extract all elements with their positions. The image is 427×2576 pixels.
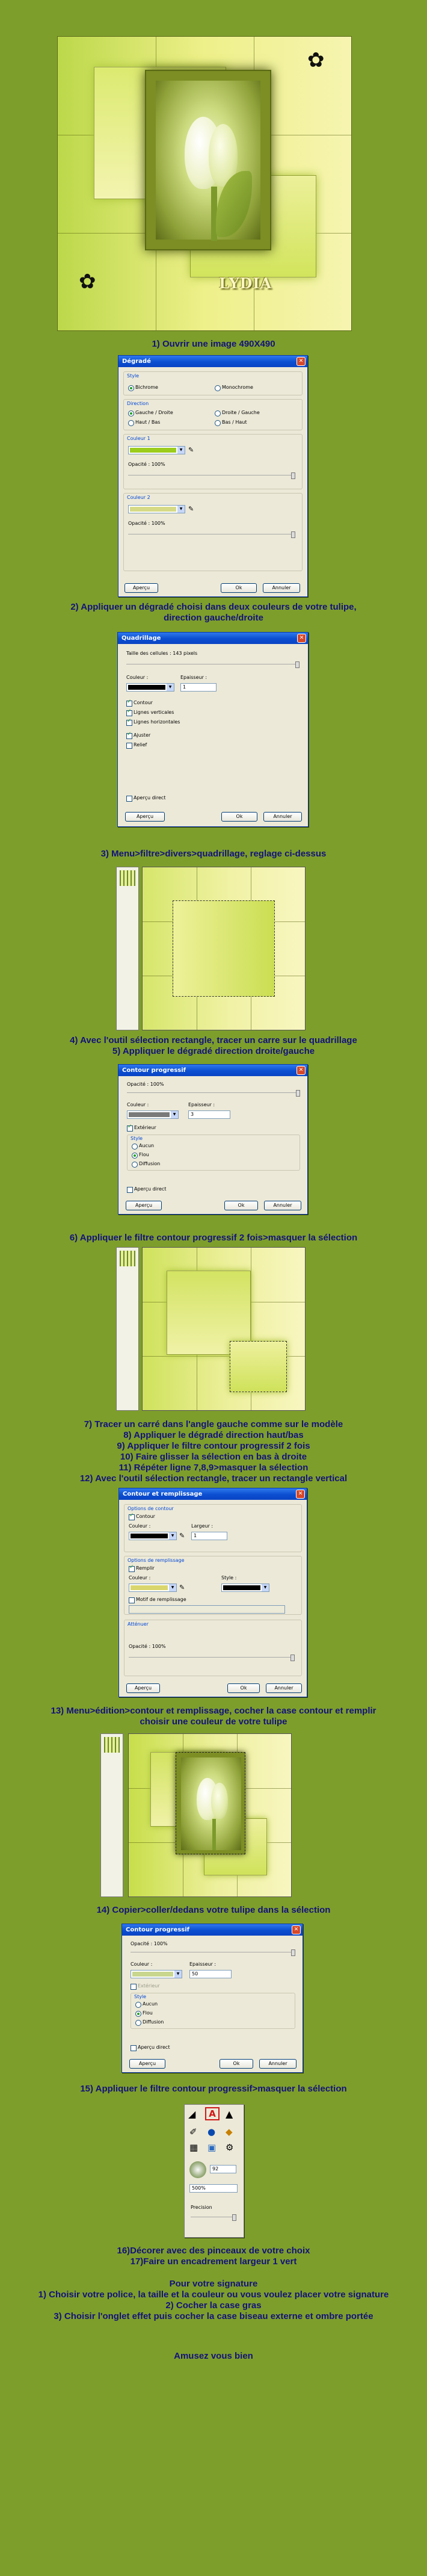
signature-text: LYDIA: [219, 274, 272, 292]
closing-text: Amusez vous bien: [174, 2351, 253, 2361]
step-12: 12) Avec l'outil sélection rectangle, tracer un rectangle vertical: [79, 1473, 348, 1484]
feathered-square: [230, 1341, 287, 1392]
signature-step-2: 2) Cocher la case gras: [165, 2300, 262, 2311]
horizontal-lines-checkbox[interactable]: Lignes horizontales ✓: [126, 719, 180, 725]
color1-fill: [130, 448, 176, 453]
bichrome-radio[interactable]: Bichrome: [128, 385, 158, 390]
close-icon[interactable]: ✕: [296, 1066, 306, 1075]
step-11: 11) Répéter ligne 7,8,9>masquer la sélection: [118, 1463, 309, 1473]
color-fill: [129, 1112, 170, 1117]
zoom-select[interactable]: 500%: [189, 2184, 238, 2193]
flower-brush-icon: ✿: [307, 49, 325, 72]
cancel-button[interactable]: Annuler: [264, 1201, 301, 1210]
direction-top-bottom-radio[interactable]: Haut / Bas: [128, 420, 160, 425]
fill-color-fill: [131, 1585, 168, 1590]
chevron-down-icon: ▼: [167, 684, 174, 691]
style-blur-radio[interactable]: Flou: [132, 1152, 149, 1157]
ok-button[interactable]: Ok: [224, 1201, 258, 1210]
step-4: 4) Avec l'outil sélection rectangle, tracer un carre sur le quadrillage: [70, 1035, 357, 1045]
live-preview-checkbox[interactable]: Aperçu direct: [131, 2045, 170, 2050]
tulip-frame: [176, 1752, 245, 1854]
cell-size-label: Taille des cellules : 143 pixels: [126, 651, 198, 656]
exterior-checkbox[interactable]: Extérieur: [131, 1983, 160, 1989]
fill-color-swatch[interactable]: [129, 1584, 177, 1592]
gradient-dialog: [118, 355, 308, 597]
color-fill: [132, 1972, 173, 1977]
step-8: 8) Appliquer le dégradé direction haut/bas: [123, 1430, 304, 1440]
ok-button[interactable]: Ok: [227, 1683, 260, 1693]
grid-dialog: [117, 632, 309, 827]
eyedropper-icon[interactable]: ✎: [179, 1532, 185, 1540]
color-swatch[interactable]: [127, 1110, 179, 1119]
step-9: 9) Appliquer le filtre contour progressif 2 fois: [117, 1441, 310, 1451]
fill-pattern-field[interactable]: [129, 1605, 285, 1614]
step-2a: 2) Appliquer un dégradé choisi dans deux couleurs de votre tulipe,: [70, 602, 357, 612]
signature-step-3: 3) Choisir l'onglet effet puis cocher la case biseau externe et ombre portée: [54, 2311, 373, 2321]
opacity1-label: Opacité : 100%: [128, 462, 165, 467]
tulip-frame: [145, 70, 271, 250]
eyedropper-icon[interactable]: ✎: [188, 505, 194, 513]
chevron-down-icon: ▼: [171, 1111, 178, 1118]
close-icon[interactable]: ✕: [296, 1490, 305, 1499]
signature-step-1: 1) Choisir votre police, la taille et la couleur ou vous voulez placer votre signature: [38, 2290, 389, 2300]
opacity-label: Opacité : 100%: [129, 1644, 166, 1649]
chevron-down-icon: ▼: [262, 1584, 269, 1591]
cancel-button[interactable]: Annuler: [266, 1683, 302, 1693]
outline-checkbox[interactable]: Contour ✓: [129, 1514, 155, 1519]
style-label: Style: [127, 373, 140, 379]
precision-label: Precision: [191, 2205, 212, 2210]
color2-swatch[interactable]: [128, 505, 185, 513]
outline-color-swatch[interactable]: [129, 1532, 177, 1540]
tulip-stem: [212, 1819, 216, 1850]
tulip-photo: [181, 1757, 241, 1850]
feather-dialog-1: [118, 1064, 308, 1215]
tool-palette: [100, 1733, 123, 1897]
tool-palette: [116, 1247, 139, 1411]
selection-tool-icon[interactable]: [104, 1737, 120, 1753]
direction-left-right-radio[interactable]: Gauche / Droite: [128, 410, 173, 415]
selection-tool-icon[interactable]: [120, 870, 135, 886]
style-none-radio[interactable]: Aucun: [132, 1143, 154, 1148]
softness-label: Atténuer: [127, 1621, 149, 1627]
step-5: 5) Appliquer le dégradé direction droite/gauche: [112, 1046, 315, 1056]
canvas-step4: [142, 867, 306, 1030]
thickness-label: Epaisseur :: [189, 1961, 217, 1967]
tulip-photo: [156, 81, 260, 240]
chevron-down-icon: ▼: [169, 1532, 176, 1540]
ok-button[interactable]: Ok: [220, 2059, 253, 2069]
ok-button[interactable]: Ok: [221, 583, 257, 593]
exterior-checkbox[interactable]: Extérieur ✓: [127, 1125, 156, 1130]
relief-checkbox[interactable]: Relief: [126, 742, 147, 748]
dialog-title: Contour progressif ✕: [122, 1924, 303, 1936]
style-label: Style: [134, 1994, 147, 1999]
fill-color-label: Couleur :: [129, 1575, 151, 1581]
step-17: 17)Faire un encadrement largeur 1 vert: [130, 2256, 297, 2267]
preview-button[interactable]: Aperçu: [124, 583, 158, 593]
style-label: Style: [131, 1136, 143, 1141]
close-icon[interactable]: ✕: [297, 634, 306, 643]
grid-color-fill: [128, 685, 165, 690]
opacity2-label: Opacité : 100%: [128, 521, 165, 526]
step-7: 7) Tracer un carré dans l'angle gauche comme sur le modèle: [84, 1419, 343, 1429]
outline-options-label: Options de contour: [127, 1506, 174, 1511]
opacity-label: Opacité : 100%: [131, 1941, 168, 1946]
chevron-down-icon: ▼: [177, 506, 185, 513]
selection-tool-icon[interactable]: [120, 1251, 135, 1266]
step-15: 15) Appliquer le filtre contour progressif>masquer la sélection: [80, 2084, 347, 2094]
canvas-step7: [142, 1247, 306, 1411]
tulip-petal: [211, 1783, 228, 1819]
color-label: Couleur :: [131, 1961, 153, 1967]
width-label: Largeur :: [191, 1523, 214, 1529]
preview-button[interactable]: Aperçu: [126, 1683, 160, 1693]
step-6: 6) Appliquer le filtre contour progressif 2 fois>masquer la sélection: [69, 1233, 358, 1243]
color2-fill: [130, 507, 176, 512]
grid-color-swatch[interactable]: [126, 683, 174, 692]
dialog-title: Contour progressif ✕: [118, 1065, 307, 1076]
preview-button[interactable]: Aperçu: [126, 1201, 162, 1210]
tool-row: [187, 2107, 242, 2122]
style-blur-radio[interactable]: Flou: [135, 2010, 153, 2016]
step-13b: choisir une couleur de votre tulipe: [140, 1717, 287, 1727]
thickness-input[interactable]: 1: [180, 683, 217, 692]
color-swatch[interactable]: [131, 1970, 182, 1978]
direction-label: Direction: [127, 401, 149, 406]
text-tool-palette: [184, 2104, 244, 2238]
color1-swatch[interactable]: [128, 446, 185, 454]
step-1: 1) Ouvrir une image 490X490: [152, 339, 275, 349]
feather-dialog-2: [121, 1924, 303, 2073]
outline-checkbox[interactable]: Contour ✓: [126, 700, 153, 705]
fill-style-swatch[interactable]: [221, 1584, 269, 1592]
opacity-slider[interactable]: [129, 1657, 295, 1658]
thickness-label: Epaisseur :: [188, 1102, 215, 1107]
color-label: Couleur :: [129, 1523, 151, 1529]
cancel-button[interactable]: Annuler: [259, 2059, 296, 2069]
outline-color-fill: [131, 1534, 168, 1538]
fill-dialog: [118, 1488, 307, 1697]
size-input[interactable]: 92: [210, 2165, 236, 2173]
live-preview-checkbox[interactable]: Aperçu direct: [126, 795, 165, 800]
settings-icon[interactable]: ⚙: [226, 2142, 234, 2153]
monochrome-radio[interactable]: Monochrome: [215, 385, 253, 390]
vertical-lines-checkbox[interactable]: Lignes verticales ✓: [126, 710, 174, 715]
thickness-input[interactable]: 3: [188, 1110, 230, 1119]
main-preview: [57, 36, 352, 331]
color2-label: Couleur 2: [127, 495, 150, 500]
paint-icon[interactable]: ◢: [188, 2108, 196, 2120]
cancel-button[interactable]: Annuler: [263, 812, 302, 822]
chevron-down-icon: ▼: [174, 1971, 182, 1978]
bucket-icon[interactable]: ◆: [226, 2126, 233, 2137]
dialog-title: Contour et remplissage ✕: [119, 1488, 307, 1500]
opacity-label: Opacité : 100%: [127, 1082, 164, 1087]
fill-style-fill: [223, 1585, 260, 1590]
picture-icon[interactable]: ▣: [207, 2142, 217, 2153]
color1-label: Couleur 1: [127, 436, 150, 441]
preview-button[interactable]: Aperçu: [129, 2059, 165, 2069]
width-input[interactable]: 1: [191, 1532, 227, 1540]
fill-options-label: Options de remplissage: [127, 1558, 185, 1563]
fill-pattern-checkbox[interactable]: Motif de remplissage: [129, 1597, 186, 1602]
dialog-title: Dégradé ✕: [118, 356, 307, 367]
thickness-input[interactable]: 50: [189, 1970, 232, 1978]
color-icon[interactable]: [189, 2161, 206, 2178]
opacity-slider[interactable]: [127, 1092, 300, 1093]
eyedropper-icon[interactable]: ✎: [188, 446, 194, 454]
drop-icon[interactable]: ●: [207, 2126, 216, 2137]
style-none-radio[interactable]: Aucun: [135, 2001, 158, 2007]
chevron-down-icon: ▼: [177, 447, 185, 454]
style-group: [123, 371, 303, 395]
style-diffusion-radio[interactable]: Diffusion: [132, 1161, 160, 1166]
step-3: 3) Menu>filtre>divers>quadrillage, reglage ci-dessus: [100, 849, 327, 859]
adjust-checkbox[interactable]: Ajuster ✓: [126, 732, 150, 738]
close-icon[interactable]: ✕: [296, 357, 306, 366]
selection-square: [173, 900, 275, 997]
shape-icon[interactable]: ▲: [226, 2108, 233, 2120]
step-13a: 13) Menu>édition>contour et remplissage, cocher la case contour et remplir: [51, 1706, 376, 1716]
step-2b: direction gauche/droite: [164, 613, 263, 623]
step-16: 16)Décorer avec des pinceaux de votre choix: [117, 2246, 310, 2256]
dialog-title: Quadrillage ✕: [118, 633, 308, 644]
preview-button[interactable]: Aperçu: [125, 812, 165, 822]
direction-bottom-top-radio[interactable]: Bas / Haut: [215, 420, 247, 425]
pattern-icon[interactable]: ▦: [189, 2142, 198, 2153]
signature-title: Pour votre signature: [169, 2279, 258, 2289]
thickness-label: Epaisseur :: [180, 675, 207, 680]
eyedropper-icon[interactable]: ✎: [179, 1584, 185, 1591]
close-icon[interactable]: ✕: [292, 1925, 301, 1934]
canvas-step14: [128, 1733, 292, 1897]
step-14: 14) Copier>coller/dedans votre tulipe dans la sélection: [96, 1905, 331, 1915]
direction-right-left-radio[interactable]: Droite / Gauche: [215, 410, 260, 415]
flower-brush-icon: ✿: [79, 270, 96, 293]
tool-palette: [116, 867, 139, 1030]
color-label: Couleur :: [127, 1102, 149, 1107]
text-tool-icon[interactable]: A: [205, 2107, 220, 2120]
brush-icon[interactable]: ✐: [189, 2126, 197, 2137]
ok-button[interactable]: Ok: [221, 812, 257, 822]
live-preview-checkbox[interactable]: Aperçu direct: [127, 1186, 166, 1192]
chevron-down-icon: ▼: [169, 1584, 176, 1591]
style-diffusion-radio[interactable]: Diffusion: [135, 2019, 164, 2025]
color-label: Couleur :: [126, 675, 149, 680]
fill-checkbox[interactable]: Remplir ✓: [129, 1565, 155, 1571]
fill-style-label: Style :: [221, 1575, 237, 1581]
cancel-button[interactable]: Annuler: [263, 583, 300, 593]
step-10: 10) Faire glisser la sélection en bas à droite: [120, 1452, 307, 1462]
